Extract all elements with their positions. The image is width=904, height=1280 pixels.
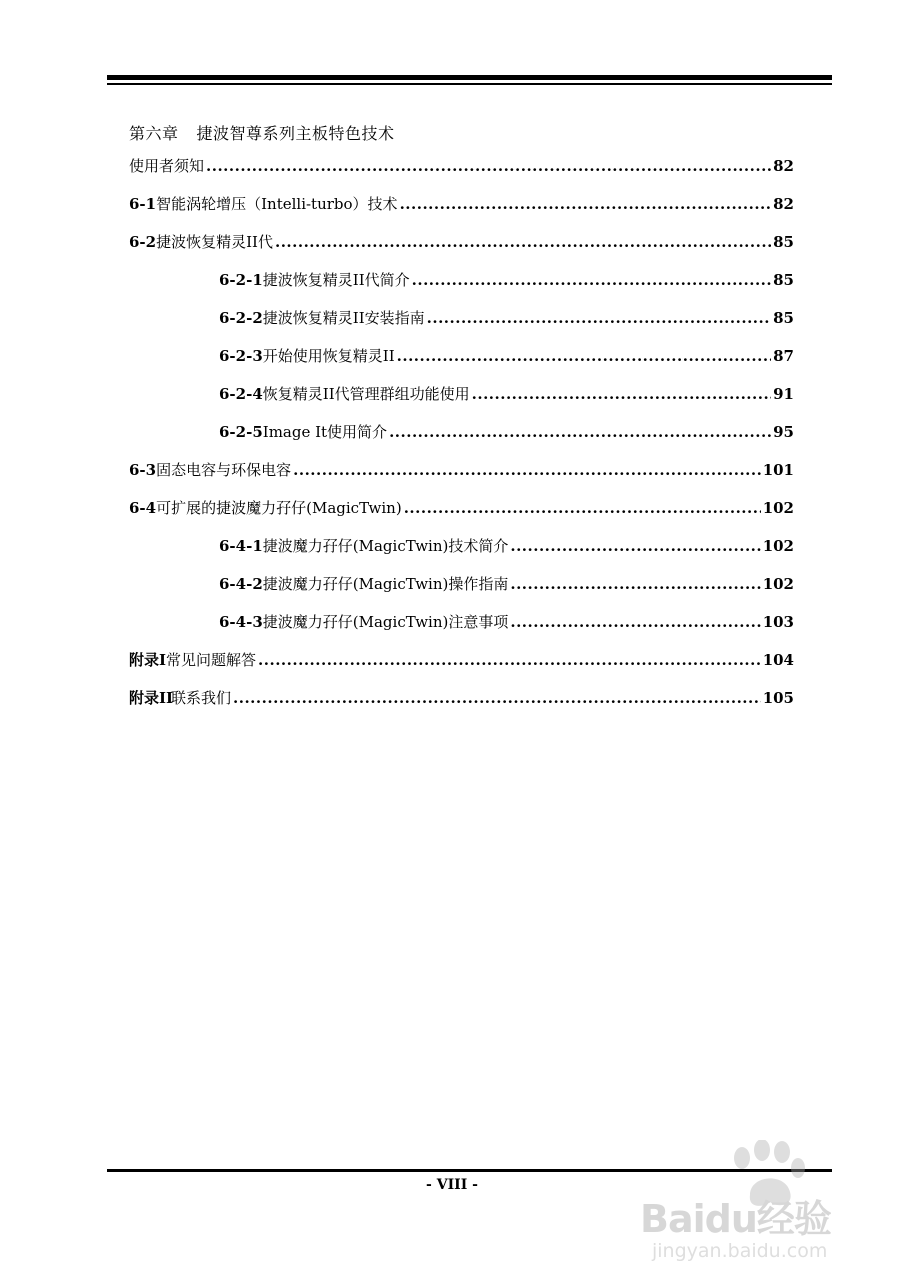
toc-dot-leader	[293, 461, 761, 479]
toc-entry-number: 6-2-2	[219, 309, 263, 327]
toc-entry-number: 6-2-5	[219, 423, 263, 441]
toc-dot-leader	[510, 537, 760, 555]
toc-entry-page: 82	[773, 195, 794, 213]
toc-dot-leader	[412, 271, 772, 289]
toc-dot-leader	[258, 651, 761, 669]
toc-entry[interactable]	[129, 497, 794, 535]
toc-entry-page: 103	[762, 613, 794, 631]
toc-entry-page: 102	[762, 537, 794, 555]
table-of-contents	[129, 155, 794, 725]
toc-entry[interactable]	[129, 611, 794, 649]
toc-entry-number: 6-4-1	[219, 537, 263, 555]
header-rule-thin	[107, 83, 832, 85]
toc-entry-number: 6-2-3	[219, 347, 263, 365]
toc-dot-leader	[206, 157, 771, 175]
toc-dot-leader	[397, 347, 772, 365]
toc-entry-page: 85	[773, 271, 794, 289]
toc-entry[interactable]	[129, 573, 794, 611]
toc-entry-title: 开始使用恢复精灵II	[262, 347, 395, 365]
toc-dot-leader	[400, 195, 772, 213]
toc-entry-page: 105	[762, 689, 794, 707]
chapter-heading	[129, 121, 395, 144]
toc-entry-page: 101	[762, 461, 794, 479]
toc-entry-page: 104	[762, 651, 794, 669]
toc-entry-title: 捷波恢复精灵II代	[156, 233, 273, 251]
toc-entry[interactable]	[129, 421, 794, 459]
toc-entry-page: 102	[762, 575, 794, 593]
chapter-number: 第六章	[129, 124, 179, 143]
toc-entry-title: 常见问题解答	[166, 651, 257, 669]
toc-entry-number: 6-2	[129, 233, 157, 251]
toc-entry-title: 恢复精灵II代管理群组功能使用	[262, 385, 470, 403]
toc-entry[interactable]	[129, 687, 794, 725]
toc-entry-number: 6-4-2	[219, 575, 263, 593]
toc-entry-title: 捷波恢复精灵II代简介	[262, 271, 410, 289]
toc-entry-title: 固态电容与环保电容	[156, 461, 292, 479]
toc-dot-leader	[472, 385, 772, 403]
toc-entry-page: 82	[773, 157, 794, 175]
toc-entry-title: 捷波魔力孖仔(MagicTwin)技术简介	[262, 537, 509, 555]
toc-entry-number: 6-4-3	[219, 613, 263, 631]
toc-entry-number: 6-2-4	[219, 385, 263, 403]
toc-entry-page: 85	[773, 233, 794, 251]
toc-entry-number: 6-1	[129, 195, 157, 213]
toc-entry-title: 智能涡轮增压（Intelli-turbo）技术	[156, 195, 398, 213]
chapter-title: 捷波智尊系列主板特色技术	[196, 124, 395, 143]
toc-entry[interactable]	[129, 459, 794, 497]
toc-entry-title: 捷波魔力孖仔(MagicTwin)注意事项	[262, 613, 509, 631]
toc-dot-leader	[275, 233, 771, 251]
toc-entry[interactable]	[129, 383, 794, 421]
toc-dot-leader	[427, 309, 772, 327]
toc-entry-title: 捷波魔力孖仔(MagicTwin)操作指南	[262, 575, 509, 593]
watermark-url: jingyan.baidu.com	[652, 1240, 828, 1262]
toc-entry-number: 附录I	[129, 651, 167, 669]
toc-entry-title: 联系我们	[171, 689, 232, 707]
baidu-watermark	[640, 1140, 880, 1270]
toc-entry[interactable]	[129, 307, 794, 345]
toc-entry[interactable]	[129, 535, 794, 573]
toc-entry-title: Image It使用简介	[262, 423, 388, 441]
watermark-brand: Baidu经验	[640, 1197, 831, 1241]
toc-entry[interactable]	[129, 649, 794, 687]
page-number: - VIII -	[426, 1177, 478, 1193]
toc-entry-page: 85	[773, 309, 794, 327]
toc-entry[interactable]	[129, 155, 794, 193]
toc-dot-leader	[404, 499, 761, 517]
toc-dot-leader	[510, 575, 760, 593]
toc-entry[interactable]	[129, 231, 794, 269]
toc-entry-title: 使用者须知	[129, 157, 205, 175]
toc-entry[interactable]	[129, 345, 794, 383]
toc-entry-page: 95	[773, 423, 794, 441]
toc-dot-leader	[233, 689, 761, 707]
toc-entry-title: 捷波恢复精灵II安装指南	[262, 309, 425, 327]
toc-entry-page: 102	[762, 499, 794, 517]
toc-entry[interactable]	[129, 193, 794, 231]
toc-entry[interactable]	[129, 269, 794, 307]
toc-entry-number: 6-4	[129, 499, 157, 517]
toc-entry-number: 6-2-1	[219, 271, 263, 289]
toc-entry-title: 可扩展的捷波魔力孖仔(MagicTwin)	[156, 499, 402, 517]
toc-entry-page: 87	[773, 347, 794, 365]
toc-dot-leader	[510, 613, 760, 631]
header-rule-thick	[107, 75, 832, 80]
toc-entry-number: 附录II	[129, 689, 174, 707]
toc-dot-leader	[389, 423, 771, 441]
toc-entry-number: 6-3	[129, 461, 157, 479]
toc-entry-page: 91	[773, 385, 794, 403]
